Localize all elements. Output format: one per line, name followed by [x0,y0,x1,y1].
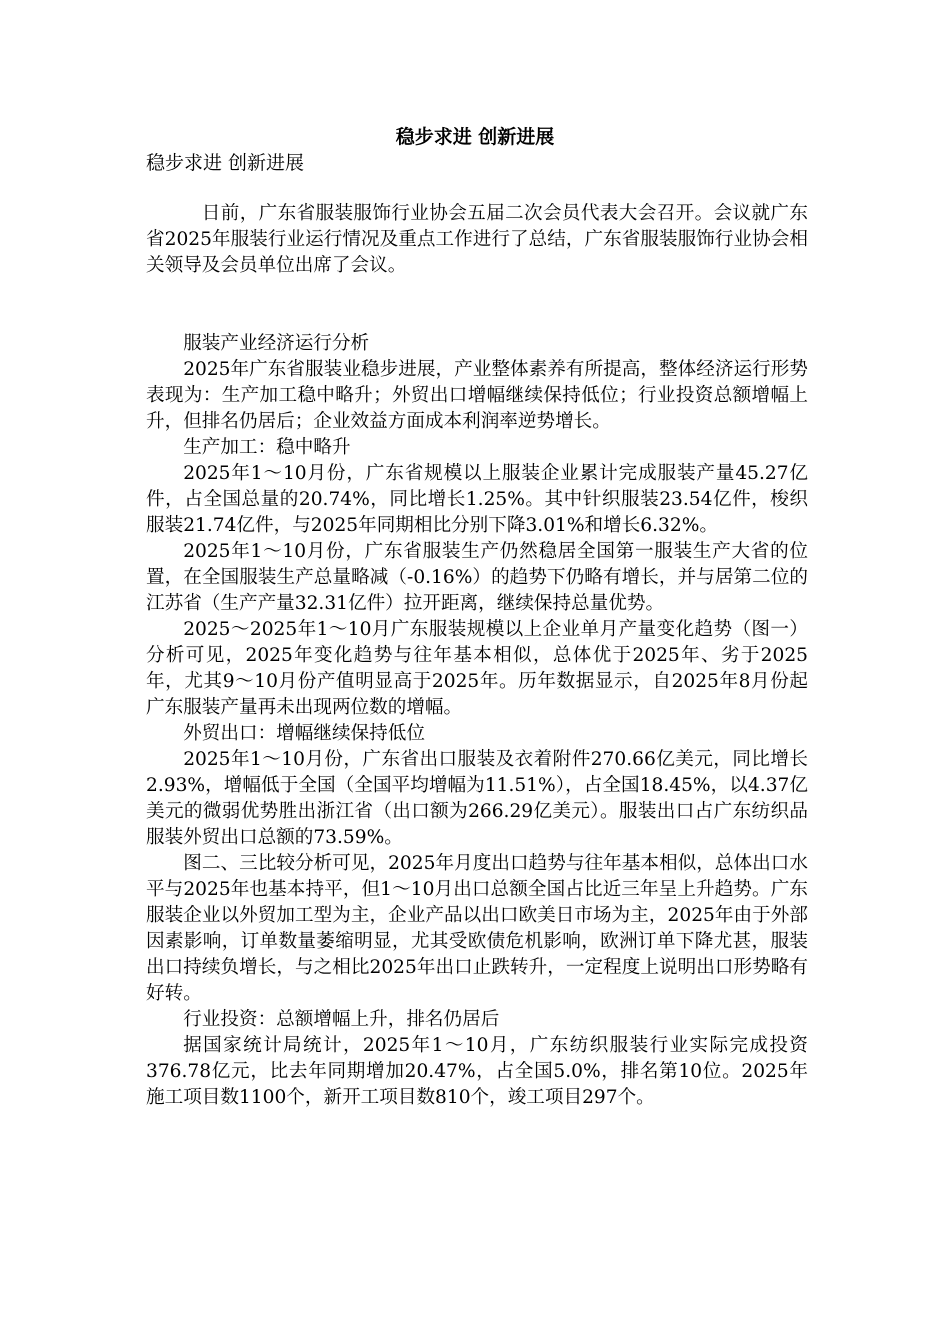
body-paragraph: 2025年1～10月份，广东省出口服装及衣着附件270.66亿美元，同比增长2.93%，增幅低于全国（全国平均增幅为11.51%），占全国18.45%，以4.37亿美元的微弱优势胜出浙江省（出口额为266.29亿美元）。服装出口占广东纺织品服装外贸出口总额的73.59%。 [146,749,808,848]
intro-paragraph: 日前，广东省服装服饰行业协会五届二次会员代表大会召开。会议就广东省2025年服装行业运行情况及重点工作进行了总结，广东省服装服饰行业协会相关领导及会员单位出席了会议。 [146,203,808,276]
body-paragraph: 据国家统计局统计，2025年1～10月，广东纺织服装行业实际完成投资376.78亿元，比去年同期增加20.47%，占全国5.0%，排名第10位。2025年施工项目数1100个，新开工项目数810个，竣工项目297个。 [146,1035,808,1108]
document-title: 稳步求进 创新进展 [395,126,555,148]
section-heading-economy: 服装产业经济运行分析 [183,333,370,354]
section-heading-investment: 行业投资：总额增幅上升，排名仍居后 [183,1009,500,1030]
paragraph-spacer [146,279,808,331]
document-body [146,201,808,1111]
section-heading-export: 外贸出口：增幅继续保持低位 [183,723,425,744]
document-subtitle: 稳步求进 创新进展 [146,152,305,174]
section-heading-production: 生产加工：稳中略升 [183,437,351,458]
body-paragraph: 2025年1～10月份，广东省服装生产仍然稳居全国第一服装生产大省的位置，在全国服装生产总量略减（-0.16%）的趋势下仍略有增长，并与居第二位的江苏省（生产产量32.31亿件）拉开距离，继续保持总量优势。 [146,541,808,614]
body-paragraph: 2025年广东省服装业稳步进展，产业整体素养有所提高，整体经济运行形势表现为：生产加工稳中略升；外贸出口增幅继续保持低位；行业投资总额增幅上升，但排名仍居后；企业效益方面成本利润率逆势增长。 [146,359,808,432]
body-paragraph: 2025年1～10月份，广东省规模以上服装企业累计完成服装产量45.27亿件，占全国总量的20.74%，同比增长1.25%。其中针织服装23.54亿件，梭织服装21.74亿件，与2025年同期相比分别下降3.01%和增长6.32%。 [146,463,808,536]
body-paragraph: 2025～2025年1～10月广东服装规模以上企业单月产量变化趋势（图一）分析可见，2025年变化趋势与往年基本相似，总体优于2025年、劣于2025年，尤其9～10月份产值明显高于2025年。历年数据显示，自2025年8月份起广东服装产量再未出现两位数的增幅。 [146,619,808,718]
body-paragraph: 图二、三比较分析可见，2025年月度出口趋势与往年基本相似，总体出口水平与2025年也基本持平，但1～10月出口总额全国占比近三年呈上升趋势。广东服装企业以外贸加工型为主，企业产品以出口欧美日市场为主，2025年由于外部因素影响，订单数量萎缩明显，尤其受欧债危机影响，欧洲订单下降尤甚，服装出口持续负增长，与之相比2025年出口止跌转升，一定程度上说明出口形势略有好转。 [146,853,808,1004]
